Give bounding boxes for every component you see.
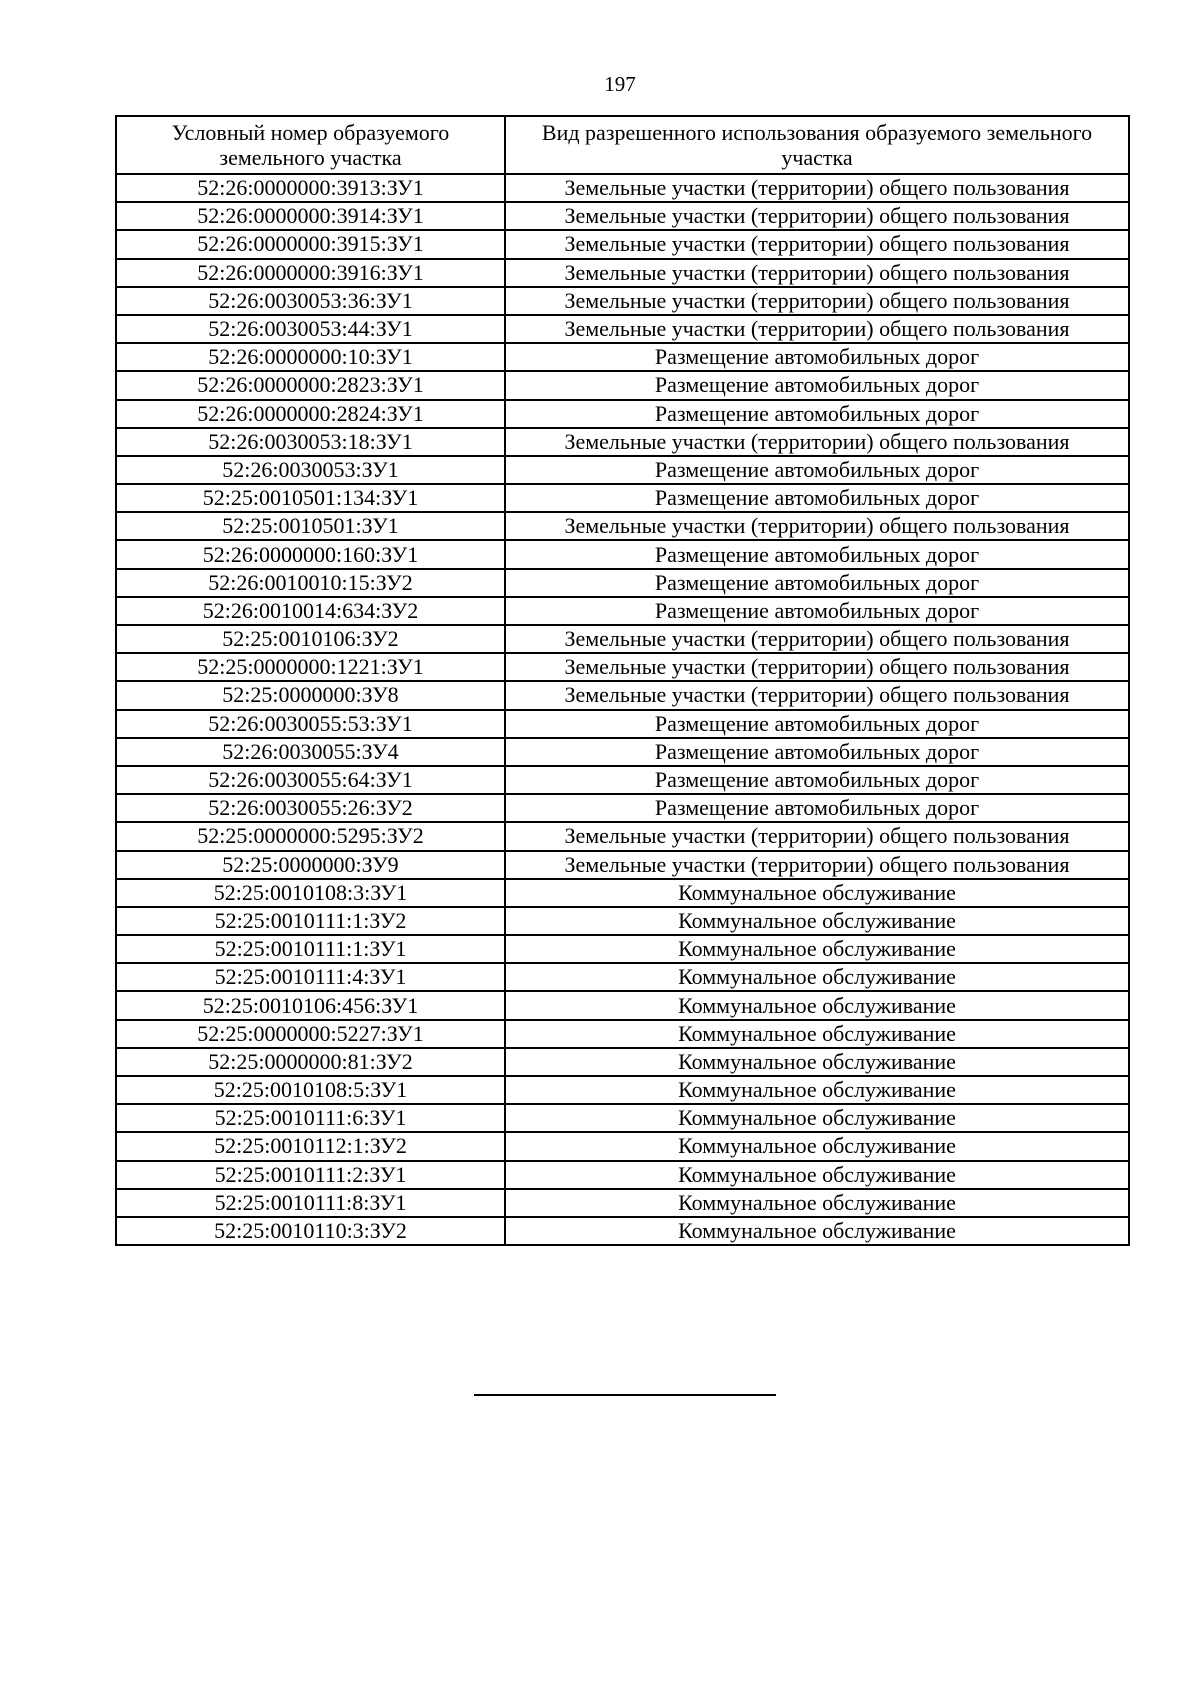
plot-number-cell: 52:25:0010112:1:ЗУ2 xyxy=(116,1132,505,1160)
table-row xyxy=(116,259,1129,287)
permitted-use-cell: Размещение автомобильных дорог xyxy=(505,569,1129,597)
permitted-use-cell: Коммунальное обслуживание xyxy=(505,907,1129,935)
table-row xyxy=(116,174,1129,202)
plot-number-cell: 52:25:0010106:456:ЗУ1 xyxy=(116,991,505,1019)
table-row xyxy=(116,1161,1129,1189)
plot-number-cell: 52:25:0010111:1:ЗУ2 xyxy=(116,907,505,935)
permitted-use-cell: Коммунальное обслуживание xyxy=(505,1020,1129,1048)
end-of-document-rule xyxy=(474,1394,776,1396)
plot-number-cell: 52:25:0010111:1:ЗУ1 xyxy=(116,935,505,963)
permitted-use-cell: Размещение автомобильных дорог xyxy=(505,484,1129,512)
table-row xyxy=(116,315,1129,343)
table-row xyxy=(116,851,1129,879)
plot-number-cell: 52:25:0000000:5295:ЗУ2 xyxy=(116,822,505,850)
plot-number-cell: 52:26:0010014:634:ЗУ2 xyxy=(116,597,505,625)
table-row xyxy=(116,681,1129,709)
plot-number-cell: 52:26:0030055:53:ЗУ1 xyxy=(116,710,505,738)
permitted-use-cell: Размещение автомобильных дорог xyxy=(505,540,1129,568)
permitted-use-cell: Коммунальное обслуживание xyxy=(505,1048,1129,1076)
table-row xyxy=(116,456,1129,484)
permitted-use-cell: Размещение автомобильных дорог xyxy=(505,400,1129,428)
column-header-permitted-use: Вид разрешенного использования образуемого земельного участка xyxy=(505,116,1129,174)
plot-number-cell: 52:26:0030055:26:ЗУ2 xyxy=(116,794,505,822)
plot-number-cell: 52:26:0030055:64:ЗУ1 xyxy=(116,766,505,794)
permitted-use-cell: Коммунальное обслуживание xyxy=(505,1076,1129,1104)
plot-number-cell: 52:26:0000000:2823:ЗУ1 xyxy=(116,371,505,399)
plot-number-cell: 52:25:0010111:2:ЗУ1 xyxy=(116,1161,505,1189)
permitted-use-cell: Коммунальное обслуживание xyxy=(505,1217,1129,1245)
plot-number-cell: 52:26:0030053:ЗУ1 xyxy=(116,456,505,484)
table-row xyxy=(116,540,1129,568)
permitted-use-cell: Земельные участки (территории) общего пользования xyxy=(505,315,1129,343)
table-row xyxy=(116,597,1129,625)
table-row xyxy=(116,625,1129,653)
permitted-use-cell: Коммунальное обслуживание xyxy=(505,1161,1129,1189)
table-row xyxy=(116,653,1129,681)
table-header-row xyxy=(116,116,1129,174)
permitted-use-cell: Земельные участки (территории) общего пользования xyxy=(505,230,1129,258)
permitted-use-cell: Земельные участки (территории) общего пользования xyxy=(505,428,1129,456)
table-row xyxy=(116,343,1129,371)
table-row xyxy=(116,710,1129,738)
permitted-use-cell: Размещение автомобильных дорог xyxy=(505,738,1129,766)
permitted-use-cell: Земельные участки (территории) общего пользования xyxy=(505,202,1129,230)
plot-number-cell: 52:25:0010501:134:ЗУ1 xyxy=(116,484,505,512)
table-row xyxy=(116,230,1129,258)
table-row xyxy=(116,991,1129,1019)
plot-number-cell: 52:26:0000000:10:ЗУ1 xyxy=(116,343,505,371)
plot-number-cell: 52:25:0010106:ЗУ2 xyxy=(116,625,505,653)
table-row xyxy=(116,794,1129,822)
table-row xyxy=(116,935,1129,963)
table-row xyxy=(116,1189,1129,1217)
table-row xyxy=(116,512,1129,540)
plot-number-cell: 52:25:0000000:ЗУ9 xyxy=(116,851,505,879)
permitted-use-cell: Коммунальное обслуживание xyxy=(505,1132,1129,1160)
table-row xyxy=(116,1020,1129,1048)
permitted-use-cell: Земельные участки (территории) общего пользования xyxy=(505,822,1129,850)
plot-number-cell: 52:25:0000000:5227:ЗУ1 xyxy=(116,1020,505,1048)
plot-number-cell: 52:26:0030053:44:ЗУ1 xyxy=(116,315,505,343)
permitted-use-cell: Земельные участки (территории) общего пользования xyxy=(505,512,1129,540)
plot-number-cell: 52:25:0010111:4:ЗУ1 xyxy=(116,963,505,991)
plot-number-cell: 52:25:0010111:6:ЗУ1 xyxy=(116,1104,505,1132)
permitted-use-cell: Размещение автомобильных дорог xyxy=(505,343,1129,371)
plot-number-cell: 52:25:0000000:1221:ЗУ1 xyxy=(116,653,505,681)
plot-number-cell: 52:26:0000000:3914:ЗУ1 xyxy=(116,202,505,230)
page-number: 197 xyxy=(604,72,636,96)
plot-number-cell: 52:26:0030055:ЗУ4 xyxy=(116,738,505,766)
table-row xyxy=(116,1104,1129,1132)
land-plots-table xyxy=(115,115,1130,1246)
table-row xyxy=(116,371,1129,399)
table-row xyxy=(116,1076,1129,1104)
permitted-use-cell: Земельные участки (территории) общего пользования xyxy=(505,681,1129,709)
permitted-use-cell: Размещение автомобильных дорог xyxy=(505,766,1129,794)
table-row xyxy=(116,1217,1129,1245)
table-row xyxy=(116,822,1129,850)
table-row xyxy=(116,400,1129,428)
plot-number-cell: 52:25:0000000:ЗУ8 xyxy=(116,681,505,709)
table-row xyxy=(116,766,1129,794)
table-row xyxy=(116,202,1129,230)
permitted-use-cell: Размещение автомобильных дорог xyxy=(505,710,1129,738)
plot-number-cell: 52:25:0010108:5:ЗУ1 xyxy=(116,1076,505,1104)
table-row xyxy=(116,287,1129,315)
plot-number-cell: 52:26:0010010:15:ЗУ2 xyxy=(116,569,505,597)
table-row xyxy=(116,879,1129,907)
plot-number-cell: 52:25:0010110:3:ЗУ2 xyxy=(116,1217,505,1245)
permitted-use-cell: Коммунальное обслуживание xyxy=(505,1104,1129,1132)
table-row xyxy=(116,1132,1129,1160)
table-row xyxy=(116,428,1129,456)
permitted-use-cell: Земельные участки (территории) общего пользования xyxy=(505,174,1129,202)
plot-number-cell: 52:26:0000000:3913:ЗУ1 xyxy=(116,174,505,202)
permitted-use-cell: Размещение автомобильных дорог xyxy=(505,371,1129,399)
permitted-use-cell: Коммунальное обслуживание xyxy=(505,935,1129,963)
permitted-use-cell: Земельные участки (территории) общего пользования xyxy=(505,259,1129,287)
permitted-use-cell: Коммунальное обслуживание xyxy=(505,879,1129,907)
permitted-use-cell: Земельные участки (территории) общего пользования xyxy=(505,625,1129,653)
table-row xyxy=(116,569,1129,597)
permitted-use-cell: Коммунальное обслуживание xyxy=(505,991,1129,1019)
plot-number-cell: 52:25:0000000:81:ЗУ2 xyxy=(116,1048,505,1076)
permitted-use-cell: Размещение автомобильных дорог xyxy=(505,597,1129,625)
plot-number-cell: 52:26:0000000:2824:ЗУ1 xyxy=(116,400,505,428)
table-body xyxy=(116,174,1129,1245)
permitted-use-cell: Коммунальное обслуживание xyxy=(505,963,1129,991)
permitted-use-cell: Земельные участки (территории) общего пользования xyxy=(505,851,1129,879)
plot-number-cell: 52:26:0000000:3915:ЗУ1 xyxy=(116,230,505,258)
plot-number-cell: 52:25:0010108:3:ЗУ1 xyxy=(116,879,505,907)
table-row xyxy=(116,738,1129,766)
permitted-use-cell: Земельные участки (территории) общего пользования xyxy=(505,653,1129,681)
plot-number-cell: 52:25:0010111:8:ЗУ1 xyxy=(116,1189,505,1217)
table-header xyxy=(116,116,1129,174)
table-row xyxy=(116,1048,1129,1076)
permitted-use-cell: Земельные участки (территории) общего пользования xyxy=(505,287,1129,315)
permitted-use-cell: Размещение автомобильных дорог xyxy=(505,794,1129,822)
column-header-plot-number: Условный номер образуемого земельного участка xyxy=(116,116,505,174)
table-row xyxy=(116,907,1129,935)
plot-number-cell: 52:25:0010501:ЗУ1 xyxy=(116,512,505,540)
table-row xyxy=(116,484,1129,512)
plot-number-cell: 52:26:0030053:18:ЗУ1 xyxy=(116,428,505,456)
plot-number-cell: 52:26:0000000:3916:ЗУ1 xyxy=(116,259,505,287)
table-row xyxy=(116,963,1129,991)
plot-number-cell: 52:26:0000000:160:ЗУ1 xyxy=(116,540,505,568)
permitted-use-cell: Коммунальное обслуживание xyxy=(505,1189,1129,1217)
plot-number-cell: 52:26:0030053:36:ЗУ1 xyxy=(116,287,505,315)
permitted-use-cell: Размещение автомобильных дорог xyxy=(505,456,1129,484)
